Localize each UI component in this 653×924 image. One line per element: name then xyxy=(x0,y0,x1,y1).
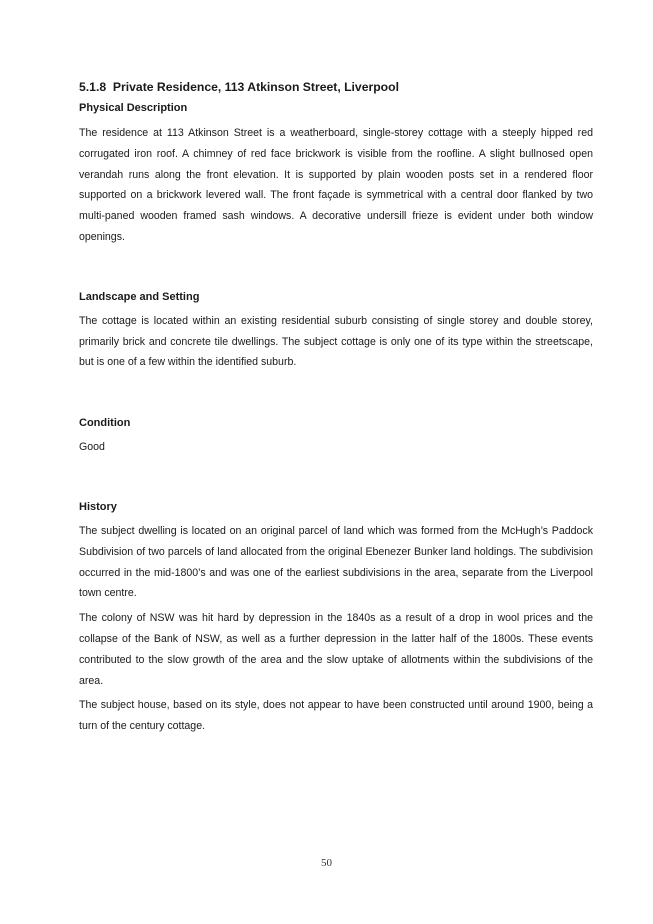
history-paragraph: The subject dwelling is located on an original parcel of land which was formed from the McHugh’s Paddock Subdivision of two parcels of land allocated from the original Ebenezer Bunker land holdings. The subdivision occurred in the mid-1800’s and was one of the earliest subdivisions in the area, separate from the Liverpool town centre. xyxy=(79,524,593,600)
landscape-setting-paragraph: The cottage is located within an existing residential suburb consisting of single storey and double storey, primarily brick and concrete tile dwellings. The subject cottage is only one of its type within the streetscape, but is one of a few within the identified suburb. xyxy=(79,314,593,369)
section-number: 5.1.8 xyxy=(79,80,107,94)
history-paragraph: The subject house, based on its style, does not appear to have been constructed until around 1900, being a turn of the century cottage. xyxy=(79,699,593,733)
landscape-setting-heading: Landscape and Setting xyxy=(79,290,200,303)
page-number: 50 xyxy=(321,857,332,869)
document-page xyxy=(79,78,593,737)
condition-heading: Condition xyxy=(79,417,131,430)
history-paragraph: The colony of NSW was hit hard by depression in the 1840s as a result of a drop in wool prices and the collapse of the Bank of NSW, as well as a further depression in the latter half of the 1800s. These events contributed to the slow growth of the area and the slow uptake of allotments within the subdivisions of the area. xyxy=(79,612,593,687)
condition-paragraph: Good xyxy=(79,441,105,454)
history-heading: History xyxy=(79,500,117,513)
physical-description-heading: Physical Description xyxy=(79,102,188,114)
section-heading xyxy=(79,78,593,96)
physical-description-paragraph: The residence at 113 Atkinson Street is a weatherboard, single-storey cottage with a steeply hipped red corrugated iron roof. A chimney of red face brickwork is visible from the roofline. A slight bullnosed open verandah runs along the front elevation. It is supported by plain wooden posts set in a rendered floor supported on a brickwork levered wall. The front façade is symmetrical with a central door flanked by two multi-paned wooden framed sash windows. A decorative undersill frieze is evident under both window openings. xyxy=(79,127,593,243)
section-title: Private Residence, 113 Atkinson Street, Liverpool xyxy=(112,80,399,94)
